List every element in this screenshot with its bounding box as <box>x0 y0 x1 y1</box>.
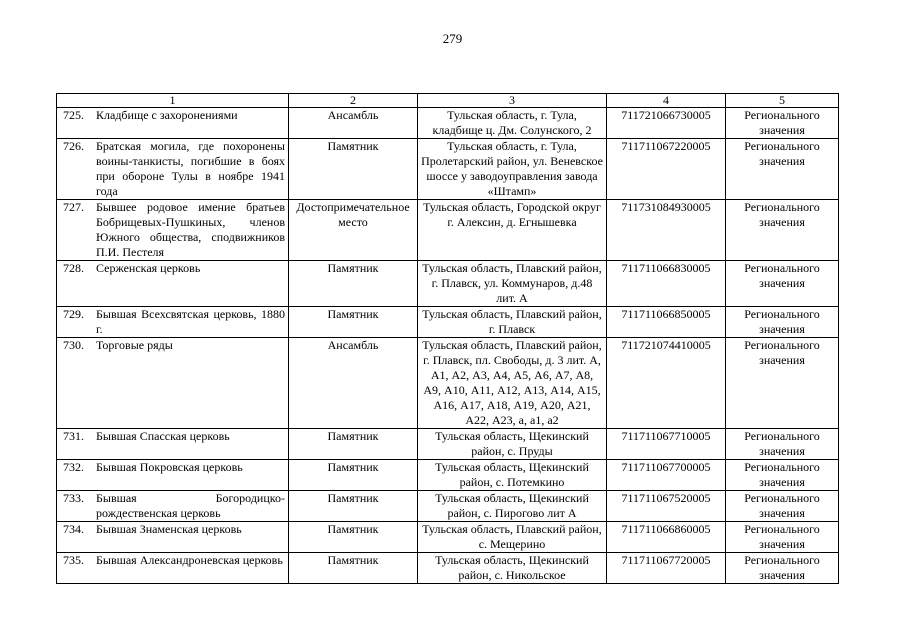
registration-number: 711711066850005 <box>607 307 726 338</box>
significance-category: Регионального значения <box>726 108 839 139</box>
object-name: Бывшая Спасская церковь <box>96 429 230 443</box>
object-address: Тульская область, Плавский район, с. Мещерино <box>418 522 607 553</box>
object-type: Ансамбль <box>289 108 418 139</box>
registration-number: 711711066830005 <box>607 261 726 307</box>
object-name: Бывшая Знаменская церковь <box>96 522 242 536</box>
object-name-cell <box>57 491 289 522</box>
object-type: Памятник <box>289 522 418 553</box>
object-type: Памятник <box>289 307 418 338</box>
object-name: Серженская церковь <box>96 261 201 275</box>
object-name-cell <box>57 261 289 307</box>
column-header-1: 1 <box>57 94 289 108</box>
object-name-cell <box>57 338 289 429</box>
table-row <box>57 429 839 460</box>
significance-category: Регионального значения <box>726 307 839 338</box>
table-row <box>57 338 839 429</box>
row-number: 732. <box>63 460 84 474</box>
registration-number: 711731084930005 <box>607 200 726 261</box>
object-address: Тульская область, Щекинский район, с. Потемкино <box>418 460 607 491</box>
table-row <box>57 261 839 307</box>
object-name: Торговые ряды <box>96 338 173 352</box>
column-header-4: 4 <box>607 94 726 108</box>
row-number: 726. <box>63 139 84 153</box>
object-address: Тульская область, г. Тула, кладбище ц. Дм. Солунского, 2 <box>418 108 607 139</box>
registration-number: 711711066860005 <box>607 522 726 553</box>
row-number: 733. <box>63 491 84 505</box>
object-type: Памятник <box>289 261 418 307</box>
table-row <box>57 200 839 261</box>
significance-category: Регионального значения <box>726 338 839 429</box>
object-address: Тульская область, Плавский район, г. Плавск, ул. Коммунаров, д.48 лит. А <box>418 261 607 307</box>
row-number: 725. <box>63 108 84 122</box>
significance-category: Регионального значения <box>726 460 839 491</box>
table-row <box>57 553 839 584</box>
object-name: Братская могила, где похоронены воины-танкисты, погибшие в боях при обороне Тулы в ноябре 1941 года <box>96 139 285 198</box>
significance-category: Регионального значения <box>726 139 839 200</box>
object-type: Памятник <box>289 429 418 460</box>
table-row <box>57 491 839 522</box>
object-type: Ансамбль <box>289 338 418 429</box>
column-header-5: 5 <box>726 94 839 108</box>
registration-number: 711721066730005 <box>607 108 726 139</box>
object-type: Достопримечательное место <box>289 200 418 261</box>
object-address: Тульская область, Щекинский район, с. Пирогово лит А <box>418 491 607 522</box>
row-number: 728. <box>63 261 84 275</box>
table-row <box>57 139 839 200</box>
object-name-cell <box>57 139 289 200</box>
table-header-row <box>57 94 839 108</box>
table-row <box>57 108 839 139</box>
table-row <box>57 522 839 553</box>
row-number: 727. <box>63 200 84 214</box>
object-address: Тульская область, Щекинский район, с. Пруды <box>418 429 607 460</box>
object-address: Тульская область, Плавский район, г. Плавск <box>418 307 607 338</box>
object-name-cell <box>57 307 289 338</box>
column-header-3: 3 <box>418 94 607 108</box>
object-name-cell <box>57 108 289 139</box>
object-name: Бывшая Богородицко-рождественская церковь <box>96 491 285 520</box>
row-number: 735. <box>63 553 84 567</box>
significance-category: Регионального значения <box>726 200 839 261</box>
registration-number: 711711067520005 <box>607 491 726 522</box>
object-type: Памятник <box>289 460 418 491</box>
object-name-cell <box>57 429 289 460</box>
significance-category: Регионального значения <box>726 261 839 307</box>
object-name: Кладбище с захоронениями <box>96 108 238 122</box>
table-row <box>57 460 839 491</box>
registration-number: 711711067700005 <box>607 460 726 491</box>
object-type: Памятник <box>289 553 418 584</box>
registration-number: 711711067220005 <box>607 139 726 200</box>
object-name: Бывшая Всехсвятская церковь, 1880 г. <box>96 307 285 336</box>
page-number: 279 <box>442 31 463 46</box>
row-number: 734. <box>63 522 84 536</box>
object-name: Бывшая Покровская церковь <box>96 460 243 474</box>
registration-number: 711711067720005 <box>607 553 726 584</box>
object-name-cell <box>57 522 289 553</box>
significance-category: Регионального значения <box>726 491 839 522</box>
object-address: Тульская область, Городской округ г. Алексин, д. Егнышевка <box>418 200 607 261</box>
object-address: Тульская область, Плавский район, г. Плавск, пл. Свободы, д. 3 лит. А, А1, А2, А3, А4, А5, А6, А7, А8, А9, А10, А11, А12, А13, А14, А15, А16, А17, А18, А19, А20, А21, А22, А23, а, а1, а2 <box>418 338 607 429</box>
column-header-2: 2 <box>289 94 418 108</box>
object-name-cell <box>57 200 289 261</box>
object-name: Бывшая Александроневская церковь <box>96 553 283 567</box>
object-address: Тульская область, Щекинский район, с. Никольское <box>418 553 607 584</box>
row-number: 731. <box>63 429 84 443</box>
object-type: Памятник <box>289 139 418 200</box>
object-type: Памятник <box>289 491 418 522</box>
registration-number: 711721074410005 <box>607 338 726 429</box>
significance-category: Регионального значения <box>726 429 839 460</box>
row-number: 730. <box>63 338 84 352</box>
object-address: Тульская область, г. Тула, Пролетарский район, ул. Веневское шоссе у заводоуправления завода «Штамп» <box>418 139 607 200</box>
significance-category: Регионального значения <box>726 553 839 584</box>
registration-number: 711711067710005 <box>607 429 726 460</box>
table-row <box>57 307 839 338</box>
object-name: Бывшее родовое имение братьев Бобрищевых-Пушкиных, членов Южного общества, сподвижников П.И. Пестеля <box>96 200 285 259</box>
heritage-objects-table <box>56 93 839 584</box>
object-name-cell <box>57 460 289 491</box>
significance-category: Регионального значения <box>726 522 839 553</box>
row-number: 729. <box>63 307 84 321</box>
object-name-cell <box>57 553 289 584</box>
